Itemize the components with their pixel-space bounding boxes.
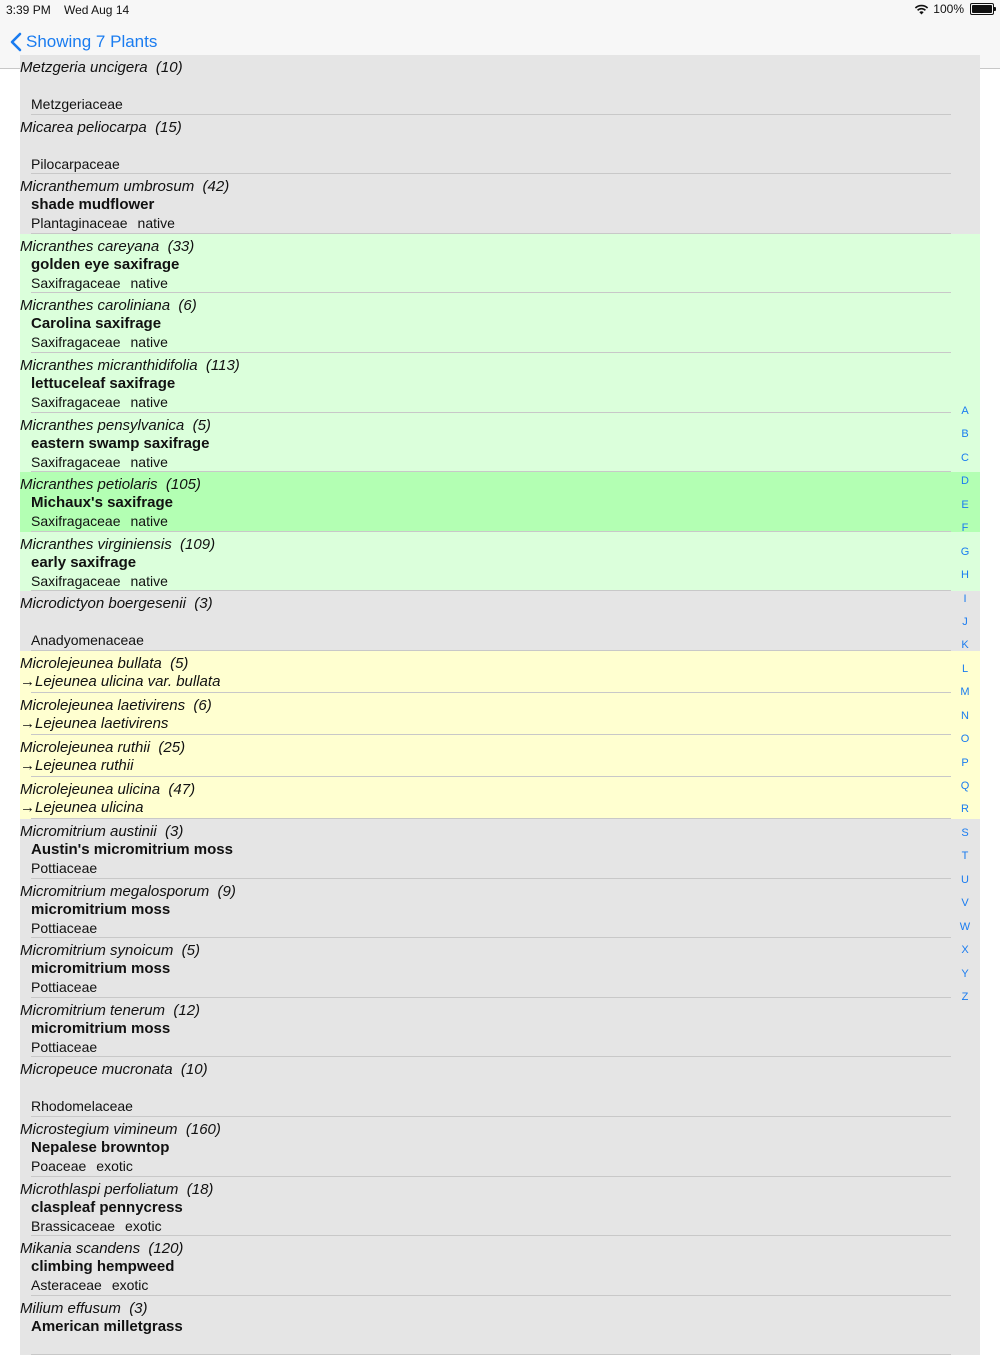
family-name: Pilocarpaceae	[31, 155, 120, 172]
plant-row[interactable]	[20, 174, 980, 234]
common-name: Nepalese browntop	[31, 1138, 170, 1156]
index-letter-k[interactable]: K	[961, 639, 969, 652]
origin-status: native	[130, 513, 168, 530]
family-name: Saxifragaceae native	[31, 572, 168, 589]
plant-row[interactable]	[20, 472, 980, 532]
scientific-name: Micromitrium synoicum (5)	[20, 942, 201, 960]
status-date: Wed Aug 14	[64, 3, 130, 17]
common-name: American milletgrass	[31, 1317, 183, 1335]
scientific-name: Micranthes caroliniana (6)	[20, 297, 197, 315]
scientific-name: Microlejeunea ulicina (47)	[20, 780, 196, 798]
origin-status: native	[130, 393, 168, 410]
scientific-name: Micranthemum umbrosum (42)	[20, 178, 230, 196]
arrow-right-icon: →	[20, 714, 35, 732]
plant-row[interactable]	[20, 413, 980, 473]
common-name: micromitrium moss	[31, 960, 171, 978]
index-letter-p[interactable]: P	[961, 756, 969, 769]
plant-list[interactable]	[20, 59, 980, 1335]
family-name: Anadyomenaceae	[31, 632, 144, 649]
index-letter-g[interactable]: G	[960, 545, 970, 558]
origin-status: native	[130, 453, 168, 470]
scientific-name: Metzgeria uncigera (10)	[20, 59, 183, 76]
index-letter-q[interactable]: Q	[960, 780, 970, 792]
spacer	[20, 1079, 980, 1097]
family-name: Saxifragaceae native	[31, 334, 168, 351]
common-name: claspleaf pennycress	[31, 1198, 183, 1216]
index-letter-z[interactable]: Z	[961, 990, 969, 1003]
back-button-label: Showing 7 Plants	[26, 32, 158, 51]
wifi-icon	[914, 4, 929, 15]
battery-icon	[970, 3, 994, 15]
spacer	[20, 613, 980, 631]
index-letter-t[interactable]: T	[961, 850, 969, 863]
index-letter-b[interactable]: B	[961, 428, 969, 441]
index-letter-c[interactable]: C	[961, 451, 969, 464]
common-name: shade mudflower	[31, 196, 155, 214]
plant-row[interactable]	[20, 998, 980, 1058]
plant-row[interactable]	[20, 591, 980, 651]
origin-status: native	[130, 572, 168, 589]
status-right	[914, 2, 994, 16]
plant-row[interactable]	[20, 1236, 980, 1296]
common-name: micromitrium moss	[31, 900, 171, 918]
index-letter-l[interactable]: L	[961, 662, 969, 675]
battery-percent: 100%	[933, 2, 964, 16]
spacer	[20, 137, 980, 155]
plant-row[interactable]	[20, 777, 980, 819]
family-name: Saxifragaceae native	[31, 393, 168, 410]
plant-row[interactable]	[20, 1177, 980, 1237]
scientific-name: Micromitrium megalosporum (9)	[20, 882, 236, 900]
family-name: Rhodomelaceae	[31, 1098, 133, 1115]
plant-row[interactable]	[20, 819, 980, 879]
plant-row[interactable]	[20, 938, 980, 998]
family-name: Metzgeriaceae	[31, 96, 123, 112]
index-letter-a[interactable]: A	[961, 405, 969, 417]
plant-row[interactable]	[20, 1296, 980, 1355]
arrow-right-icon: →	[20, 756, 35, 774]
family-name: Pottiaceae	[31, 859, 98, 876]
plant-row[interactable]	[20, 293, 980, 353]
status-bar	[0, 0, 1000, 20]
index-letter-x[interactable]: X	[961, 944, 969, 957]
scientific-name: Micranthes pensylvanica (5)	[20, 416, 211, 434]
back-button[interactable]	[10, 32, 157, 52]
scientific-name: Micranthes virginiensis (109)	[20, 535, 216, 553]
family-name: Saxifragaceae native	[31, 274, 168, 291]
plant-row[interactable]	[20, 693, 980, 735]
alphabet-index[interactable]	[955, 400, 975, 1009]
synonym-link: →Lejeunea ulicina var. bullata	[20, 672, 221, 690]
arrow-right-icon: →	[20, 672, 35, 690]
synonym-link: →Lejeunea ruthii	[20, 756, 134, 774]
scientific-name: Microlejeunea bullata (5)	[20, 654, 189, 672]
origin-status: native	[130, 334, 168, 351]
family-name: Saxifragaceae native	[31, 453, 168, 470]
index-letter-y[interactable]: Y	[961, 967, 969, 980]
plant-row[interactable]	[20, 651, 980, 693]
index-letter-v[interactable]: V	[961, 897, 969, 910]
scientific-name: Microlejeunea ruthii (25)	[20, 738, 186, 756]
scientific-name: Microthlaspi perfoliatum (18)	[20, 1180, 214, 1198]
origin-status: exotic	[111, 1277, 149, 1294]
scientific-name: Micromitrium tenerum (12)	[20, 1001, 201, 1019]
index-letter-u[interactable]: U	[961, 873, 969, 886]
plant-list-content	[20, 55, 980, 1355]
plant-row[interactable]	[20, 1057, 980, 1117]
common-name: Michaux's saxifrage	[31, 494, 173, 512]
family-name: Brassicaceae exotic	[31, 1217, 162, 1234]
plant-row[interactable]	[20, 735, 980, 777]
common-name: Austin's micromitrium moss	[31, 840, 233, 858]
index-letter-d[interactable]: D	[961, 475, 969, 488]
scientific-name: Micarea peliocarpa (15)	[20, 118, 182, 136]
origin-status: native	[137, 215, 175, 232]
plant-row[interactable]	[20, 1117, 980, 1177]
index-letter-o[interactable]: O	[960, 733, 970, 746]
spacer	[20, 77, 980, 95]
plant-row[interactable]	[20, 234, 980, 294]
scientific-name: Microlejeunea laetivirens (6)	[20, 696, 212, 714]
index-letter-n[interactable]: N	[961, 709, 969, 722]
chevron-left-icon	[10, 32, 22, 52]
family-name: Pottiaceae	[31, 919, 98, 936]
scientific-name: Microdictyon boergesenii (3)	[20, 595, 213, 613]
plant-row[interactable]	[20, 55, 980, 115]
scientific-name: Micranthes micranthidifolia (113)	[20, 356, 240, 374]
scientific-name: Micropeuce mucronata (10)	[20, 1061, 208, 1079]
index-letter-f[interactable]: F	[961, 522, 969, 535]
family-name: Pottiaceae	[31, 1038, 98, 1055]
plant-row[interactable]	[20, 115, 980, 175]
arrow-right-icon: →	[20, 798, 35, 816]
plant-row[interactable]	[20, 353, 980, 413]
origin-status: exotic	[96, 1157, 133, 1174]
common-name: eastern swamp saxifrage	[31, 434, 210, 452]
common-name: early saxifrage	[31, 553, 137, 571]
origin-status: native	[130, 274, 168, 291]
plant-row[interactable]	[20, 532, 980, 592]
index-letter-m[interactable]: M	[960, 686, 970, 699]
family-name: Asteraceae exotic	[31, 1277, 149, 1294]
scientific-name: Micranthes petiolaris (105)	[20, 476, 201, 494]
synonym-link: →Lejeunea ulicina	[20, 798, 144, 816]
status-time: 3:39 PM	[6, 3, 51, 17]
family-name: Saxifragaceae native	[31, 513, 168, 530]
origin-status: exotic	[125, 1217, 162, 1234]
index-letter-e[interactable]: E	[961, 498, 969, 511]
scientific-name: Mikania scandens (120)	[20, 1240, 184, 1258]
index-letter-j[interactable]: J	[962, 615, 968, 628]
index-letter-h[interactable]: H	[961, 569, 969, 582]
common-name: micromitrium moss	[31, 1019, 171, 1037]
common-name: lettuceleaf saxifrage	[31, 374, 176, 392]
common-name: Carolina saxifrage	[31, 315, 162, 333]
index-letter-r[interactable]: R	[961, 803, 969, 816]
scientific-name: Microstegium vimineum (160)	[20, 1120, 221, 1138]
family-name: Pottiaceae	[31, 979, 98, 996]
synonym-link: →Lejeunea laetivirens	[20, 714, 169, 732]
family-name: Poaceae exotic	[31, 1157, 133, 1174]
scientific-name: Micromitrium austinii (3)	[20, 822, 184, 840]
plant-row[interactable]	[20, 879, 980, 939]
family-name: Plantaginaceae native	[31, 215, 175, 232]
scientific-name: Milium effusum (3)	[20, 1299, 148, 1317]
index-letter-i[interactable]: I	[963, 592, 967, 605]
index-letter-w[interactable]: W	[959, 920, 971, 933]
index-letter-s[interactable]: S	[961, 826, 969, 839]
scientific-name: Micranthes careyana (33)	[20, 237, 195, 255]
common-name: climbing hempweed	[31, 1258, 175, 1276]
common-name: golden eye saxifrage	[31, 255, 180, 273]
